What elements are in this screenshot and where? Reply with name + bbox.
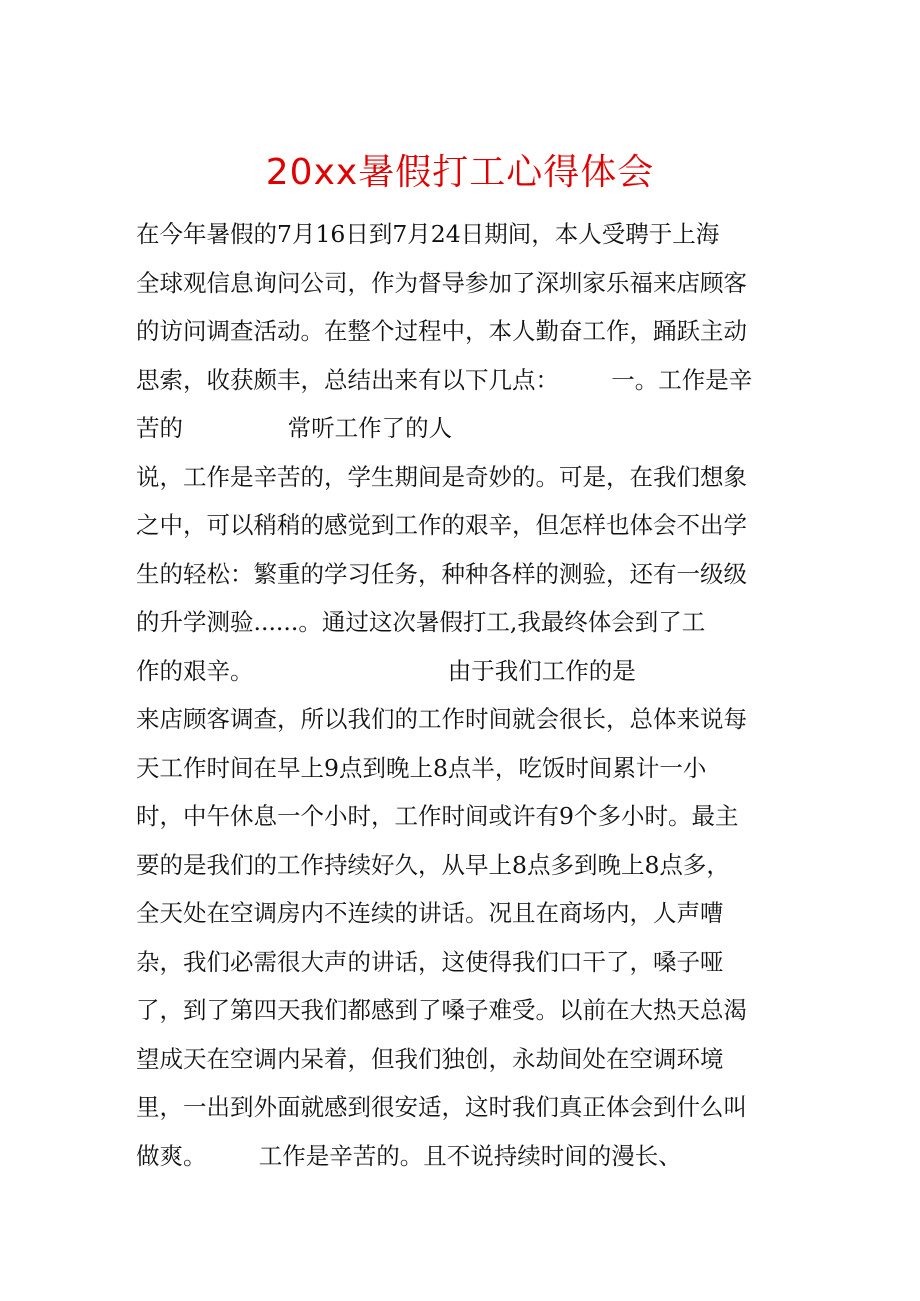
body-line: 做爽。 工作是辛苦的。且不说持续时间的漫长、	[136, 1141, 682, 1170]
body-line: 望成天在空调内呆着，但我们独创，永劫间处在空调环境	[136, 1044, 724, 1073]
body-line: 作的艰辛。 由于我们工作的是	[136, 656, 636, 685]
body-line: 生的轻松：繁重的学习任务，种种各样的测验，还有一级级	[136, 559, 747, 588]
document-body	[136, 210, 796, 1180]
body-line: 全天处在空调房内不连续的讲话。况且在商场内，人声嘈	[136, 899, 724, 927]
body-line: 来店顾客调查，所以我们的工作时间就会很长，总体来说每	[136, 705, 747, 733]
document-title: 20xx暑假打工心得体会	[265, 152, 655, 193]
body-line: 天工作时间在早上9点到晚上8点半，吃饭时间累计一小	[136, 753, 707, 782]
body-line: 杂，我们必需很大声的讲话，这使得我们口干了，嗓子哑	[136, 947, 724, 976]
body-line: 思索，收获颇丰，总结出来有以下几点： 一。工作是辛	[136, 365, 753, 394]
body-line: 在今年暑假的7月16日到7月24日期间，本人受聘于上海	[136, 220, 720, 248]
body-line: 之中，可以稍稍的感觉到工作的艰辛，但怎样也体会不出学	[136, 511, 747, 539]
body-line: 苦的 常听工作了的人	[136, 414, 453, 442]
body-line: 时，中午休息一个小时，工作时间或许有9个多小时。最主	[136, 802, 739, 830]
body-line: 说，工作是辛苦的，学生期间是奇妙的。可是，在我们想象	[136, 462, 747, 491]
body-line: 的升学测验......。通过这次暑假打工,我最终体会到了工	[136, 608, 706, 636]
body-line: 的访问调查活动。在整个过程中，本人勤奋工作，踊跃主动	[136, 317, 747, 345]
body-line: 要的是我们的工作持续好久，从早上8点多到晚上8点多，	[136, 850, 730, 879]
body-line: 了，到了第四天我们都感到了嗓子难受。以前在大热天总渴	[136, 996, 747, 1024]
body-line: 全球观信息询问公司，作为督导参加了深圳家乐福来店顾客	[136, 268, 747, 297]
body-line: 里，一出到外面就感到很安适，这时我们真正体会到什么叫	[136, 1093, 747, 1121]
